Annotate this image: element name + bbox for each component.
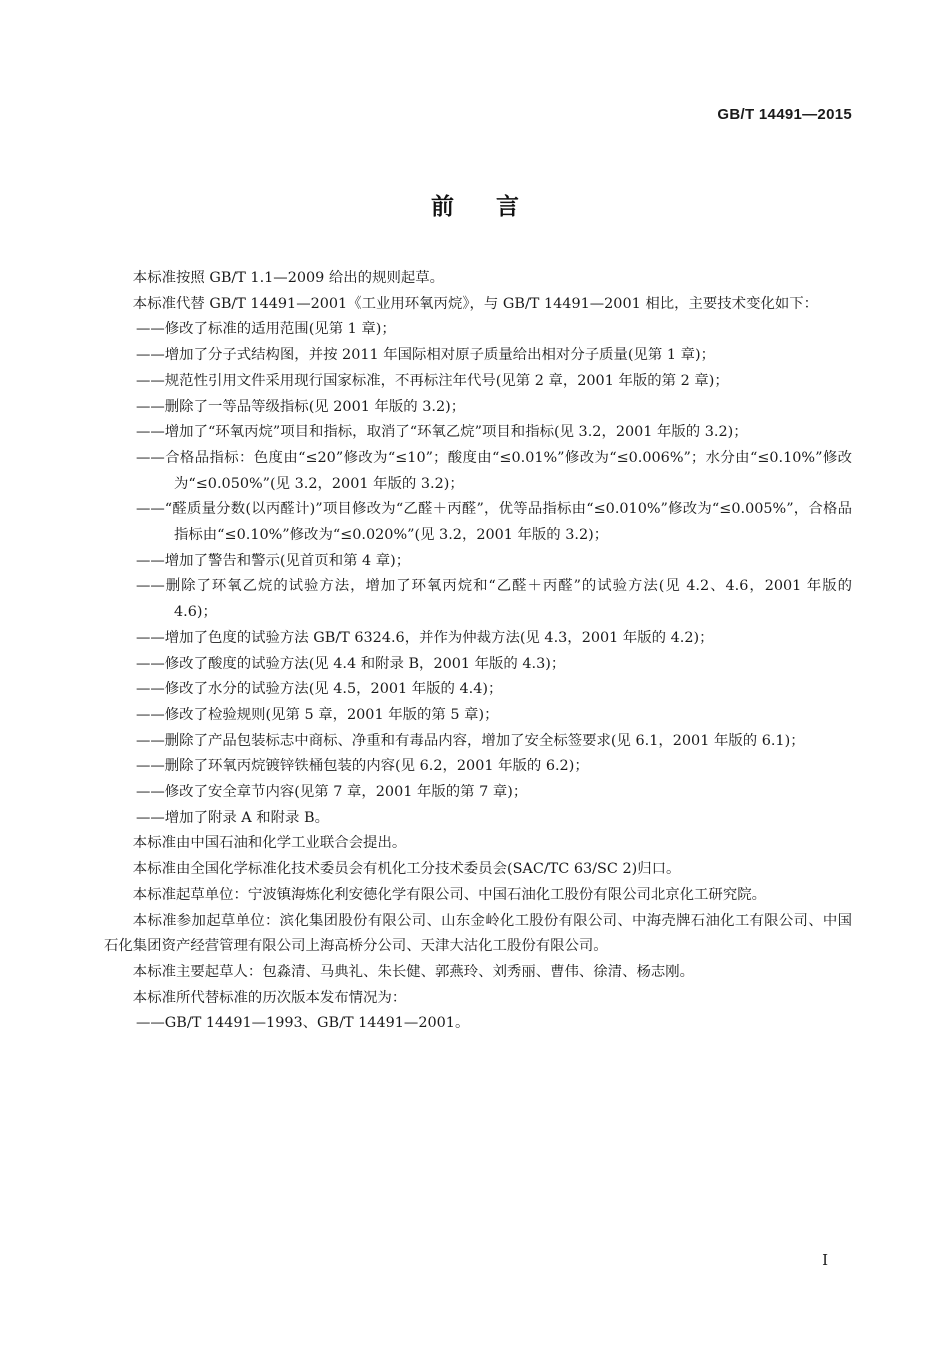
page-title: 前言: [431, 193, 561, 220]
list-item: ——删除了环氧丙烷镀锌铁桶包装的内容(见 6.2，2001 年版的 6.2)；: [136, 758, 589, 775]
list-item: ——删除了环氧乙烷的试验方法，增加了环氧丙烷和“乙醛＋丙醛”的试验方法(见 4.2、4.6，2001 年版的 4.6)；: [136, 578, 852, 621]
list-item: ——修改了水分的试验方法(见 4.5，2001 年版的 4.4)；: [136, 681, 503, 698]
list-item: ——修改了安全章节内容(见第 7 章，2001 年版的第 7 章)；: [136, 784, 528, 801]
foreword-body: [104, 266, 852, 1037]
list-item: ——删除了产品包装标志中商标、净重和有毒品内容，增加了安全标签要求(见 6.1，2001 年版的 6.1)；: [136, 732, 805, 749]
list-item: ——增加了色度的试验方法 GB/T 6324.6，并作为仲裁方法(见 4.3，2001 年版的 4.2)；: [136, 629, 714, 646]
list-item: ——合格品指标：色度由“≤20”修改为“≤10”；酸度由“≤0.01%”修改为“≤0.006%”；水分由“≤0.10%”修改为“≤0.050%”(见 3.2，2001 年版的 3.2)；: [136, 449, 852, 492]
changes-list: [104, 317, 852, 831]
list-item: ——增加了“环氧丙烷”项目和指标，取消了“环氧乙烷”项目和指标(见 3.2，2001 年版的 3.2)；: [136, 424, 748, 441]
list-item: ——增加了分子式结构图，并按 2011 年国际相对原子质量给出相对分子质量(见第 1 章)；: [136, 347, 715, 364]
paragraph: 本标准主要起草人：包淼清、马典礼、朱长健、郭燕玲、刘秀丽、曹伟、徐清、杨志刚。: [132, 963, 695, 980]
standard-code: GB/T 14491—2015: [717, 106, 852, 123]
list-item: ——修改了检验规则(见第 5 章，2001 年版的第 5 章)；: [136, 706, 499, 723]
paragraph: 本标准起草单位：宁波镇海炼化利安德化学有限公司、中国石油化工股份有限公司北京化工研究院。: [132, 886, 766, 903]
paragraph: 本标准所代替标准的历次版本发布情况为：: [132, 989, 407, 1006]
page-number: I: [822, 1251, 828, 1269]
paragraph: 本标准由全国化学标准化技术委员会有机化工分技术委员会(SAC/TC 63/SC 2)归口。: [132, 861, 681, 878]
list-item: ——删除了一等品等级指标(见 2001 年版的 3.2)；: [136, 398, 466, 415]
list-item: ——修改了标准的适用范围(见第 1 章)；: [136, 321, 396, 338]
paragraph: 本标准代替 GB/T 14491—2001《工业用环氧丙烷》，与 GB/T 14491—2001 相比，主要技术变化如下：: [132, 295, 819, 312]
paragraph: 本标准按照 GB/T 1.1—2009 给出的规则起草。: [132, 270, 445, 286]
list-item: ——修改了酸度的试验方法(见 4.4 和附录 B，2001 年版的 4.3)；: [136, 655, 566, 672]
list-item: ——增加了警告和警示(见首页和第 4 章)；: [136, 552, 411, 569]
list-item: ——“醛质量分数(以丙醛计)”项目修改为“乙醛＋丙醛”，优等品指标由“≤0.010%”修改为“≤0.005%”，合格品指标由“≤0.10%”修改为“≤0.020%”(见 3.2，2001 年版的 3.2)；: [136, 501, 852, 544]
history-item: ——GB/T 14491—1993、GB/T 14491—2001。: [136, 1015, 470, 1032]
paragraph: 本标准由中国石油和化学工业联合会提出。: [132, 835, 407, 852]
list-item: ——规范性引用文件采用现行国家标准，不再标注年代号(见第 2 章，2001 年版的第 2 章)；: [136, 372, 729, 389]
paragraph: 本标准参加起草单位：滨化集团股份有限公司、山东金岭化工股份有限公司、中海壳牌石油化工有限公司、中国石化集团资产经营管理有限公司上海高桥分公司、天津大沽化工股份有限公司。: [104, 912, 852, 955]
list-item: ——增加了附录 A 和附录 B。: [136, 809, 329, 826]
